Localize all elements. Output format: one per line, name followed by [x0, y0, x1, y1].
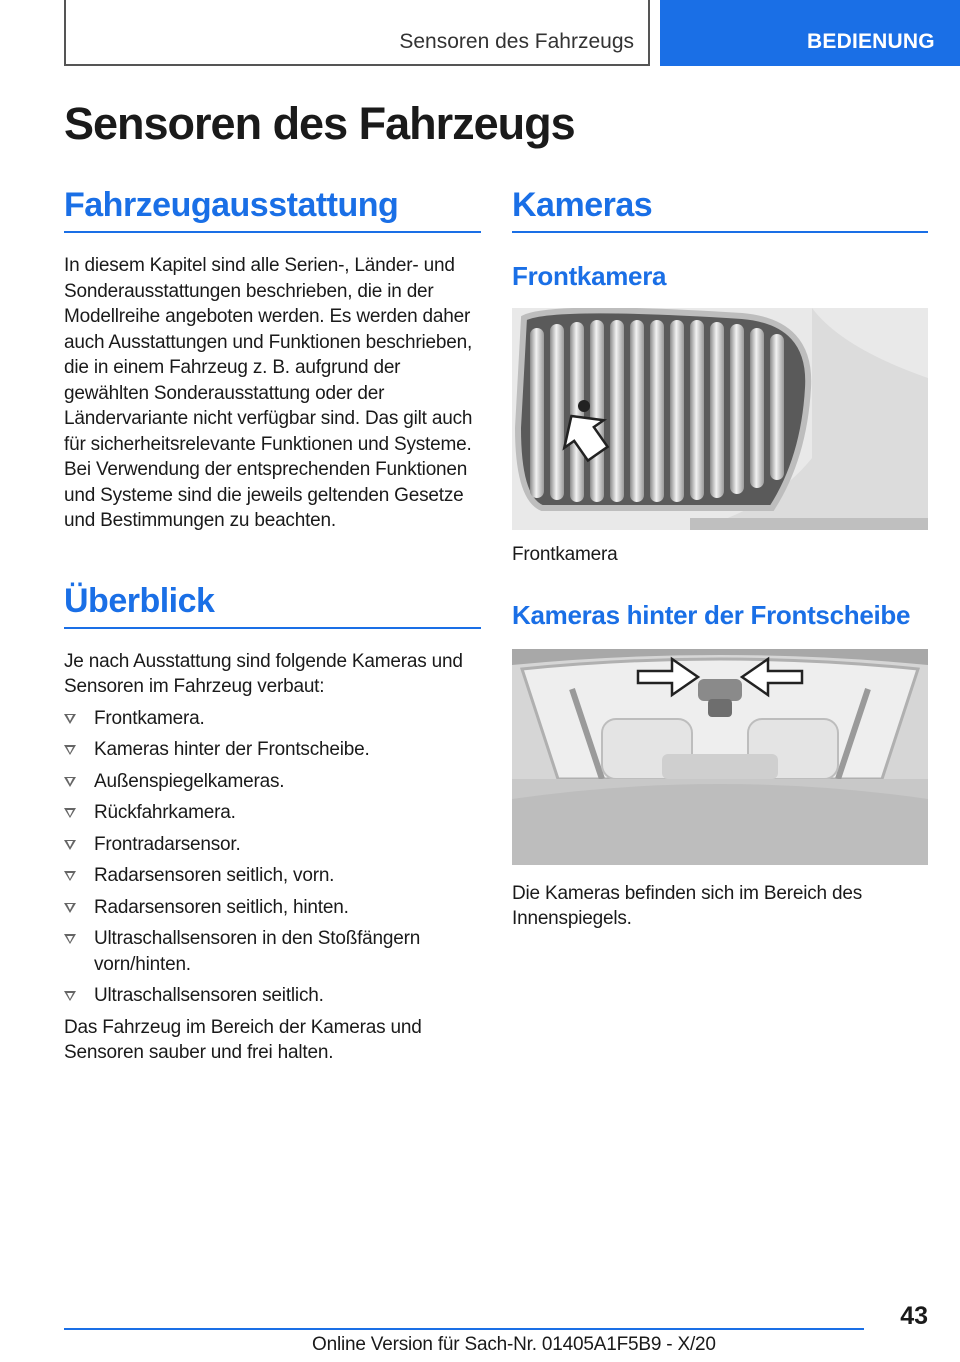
sensor-list — [64, 706, 481, 1009]
header-chapter-tab[interactable] — [660, 0, 960, 66]
heading-fahrzeugausstattung: Fahrzeugausstattung — [64, 186, 481, 233]
footer-online-version: Online Version für Sach-Nr. 01405A1F5B9 - X/20 — [312, 1334, 716, 1355]
heading-windscreen-cameras: Kameras hinter der Frontscheibe — [512, 599, 911, 630]
front-grille-illustration — [512, 308, 928, 530]
heading-ueberblick: Überblick — [64, 582, 481, 629]
caption-windscreen-cameras: Die Kameras befinden sich im Bereich des Innenspiegels. — [512, 882, 863, 929]
windscreen-interior-illustration — [512, 649, 928, 865]
footer-rule — [64, 1328, 864, 1330]
right-column — [512, 186, 928, 932]
bullet-triangle-icon — [64, 934, 76, 944]
header-chapter-label: BEDIENUNG — [807, 30, 935, 53]
bullet-triangle-icon — [64, 903, 76, 913]
list-item: Frontradarsensor. — [64, 832, 481, 858]
list-item: Ultraschallsensoren seitlich. — [64, 983, 481, 1009]
overview-lead: Je nach Ausstattung sind folgende Kameras und Sensoren im Fahrzeug verbaut: — [64, 650, 463, 697]
bullet-triangle-icon — [64, 991, 76, 1001]
bullet-triangle-icon — [64, 714, 76, 724]
list-item: Ultraschallsensoren in den Stoßfängern vorn/hinten. — [64, 926, 481, 977]
header-frame — [64, 0, 650, 66]
figure-windscreen-cameras — [512, 649, 928, 865]
heading-kameras: Kameras — [512, 186, 928, 233]
bullet-triangle-icon — [64, 871, 76, 881]
header-section-title: Sensoren des Fahrzeugs — [399, 30, 634, 53]
page-title: Sensoren des Fahrzeugs — [64, 98, 575, 149]
bullet-triangle-icon — [64, 840, 76, 850]
list-item: Kameras hinter der Frontscheibe. — [64, 737, 481, 763]
list-item: Radarsensoren seitlich, hinten. — [64, 895, 481, 921]
list-item: Rückfahrkamera. — [64, 800, 481, 826]
bullet-triangle-icon — [64, 745, 76, 755]
list-item: Außenspiegelkameras. — [64, 769, 481, 795]
closing-paragraph: Das Fahrzeug im Bereich der Kameras und Sensoren sauber und frei halten. — [64, 1016, 422, 1063]
bullet-triangle-icon — [64, 777, 76, 787]
heading-frontkamera: Frontkamera — [512, 261, 667, 291]
figure-front-camera — [512, 308, 928, 530]
bullet-triangle-icon — [64, 808, 76, 818]
list-item: Frontkamera. — [64, 706, 481, 732]
left-column — [64, 186, 481, 1066]
list-item: Radarsensoren seitlich, vorn. — [64, 863, 481, 889]
intro-paragraph: In diesem Kapitel sind alle Serien-, Länder- und Sonderausstattungen beschrieben, die in der Modellreihe angeboten werden. Es werden daher auch Ausstattungen und Funktionen beschrieben, die in einem Fahrzeug z. B. aufgrund der gewählten Sonderausstattung oder der Ländervariante nicht verfügbar sind. Das gilt auch für sicherheitsrelevante Funktionen und Systeme. Bei Verwendung der entsprechenden Funktionen und Systeme sind die jeweils geltenden Gesetze und Bestimmungen zu beachten. — [64, 255, 473, 531]
caption-front-camera: Frontkamera — [512, 544, 618, 565]
page-number: 43 — [900, 1302, 928, 1330]
